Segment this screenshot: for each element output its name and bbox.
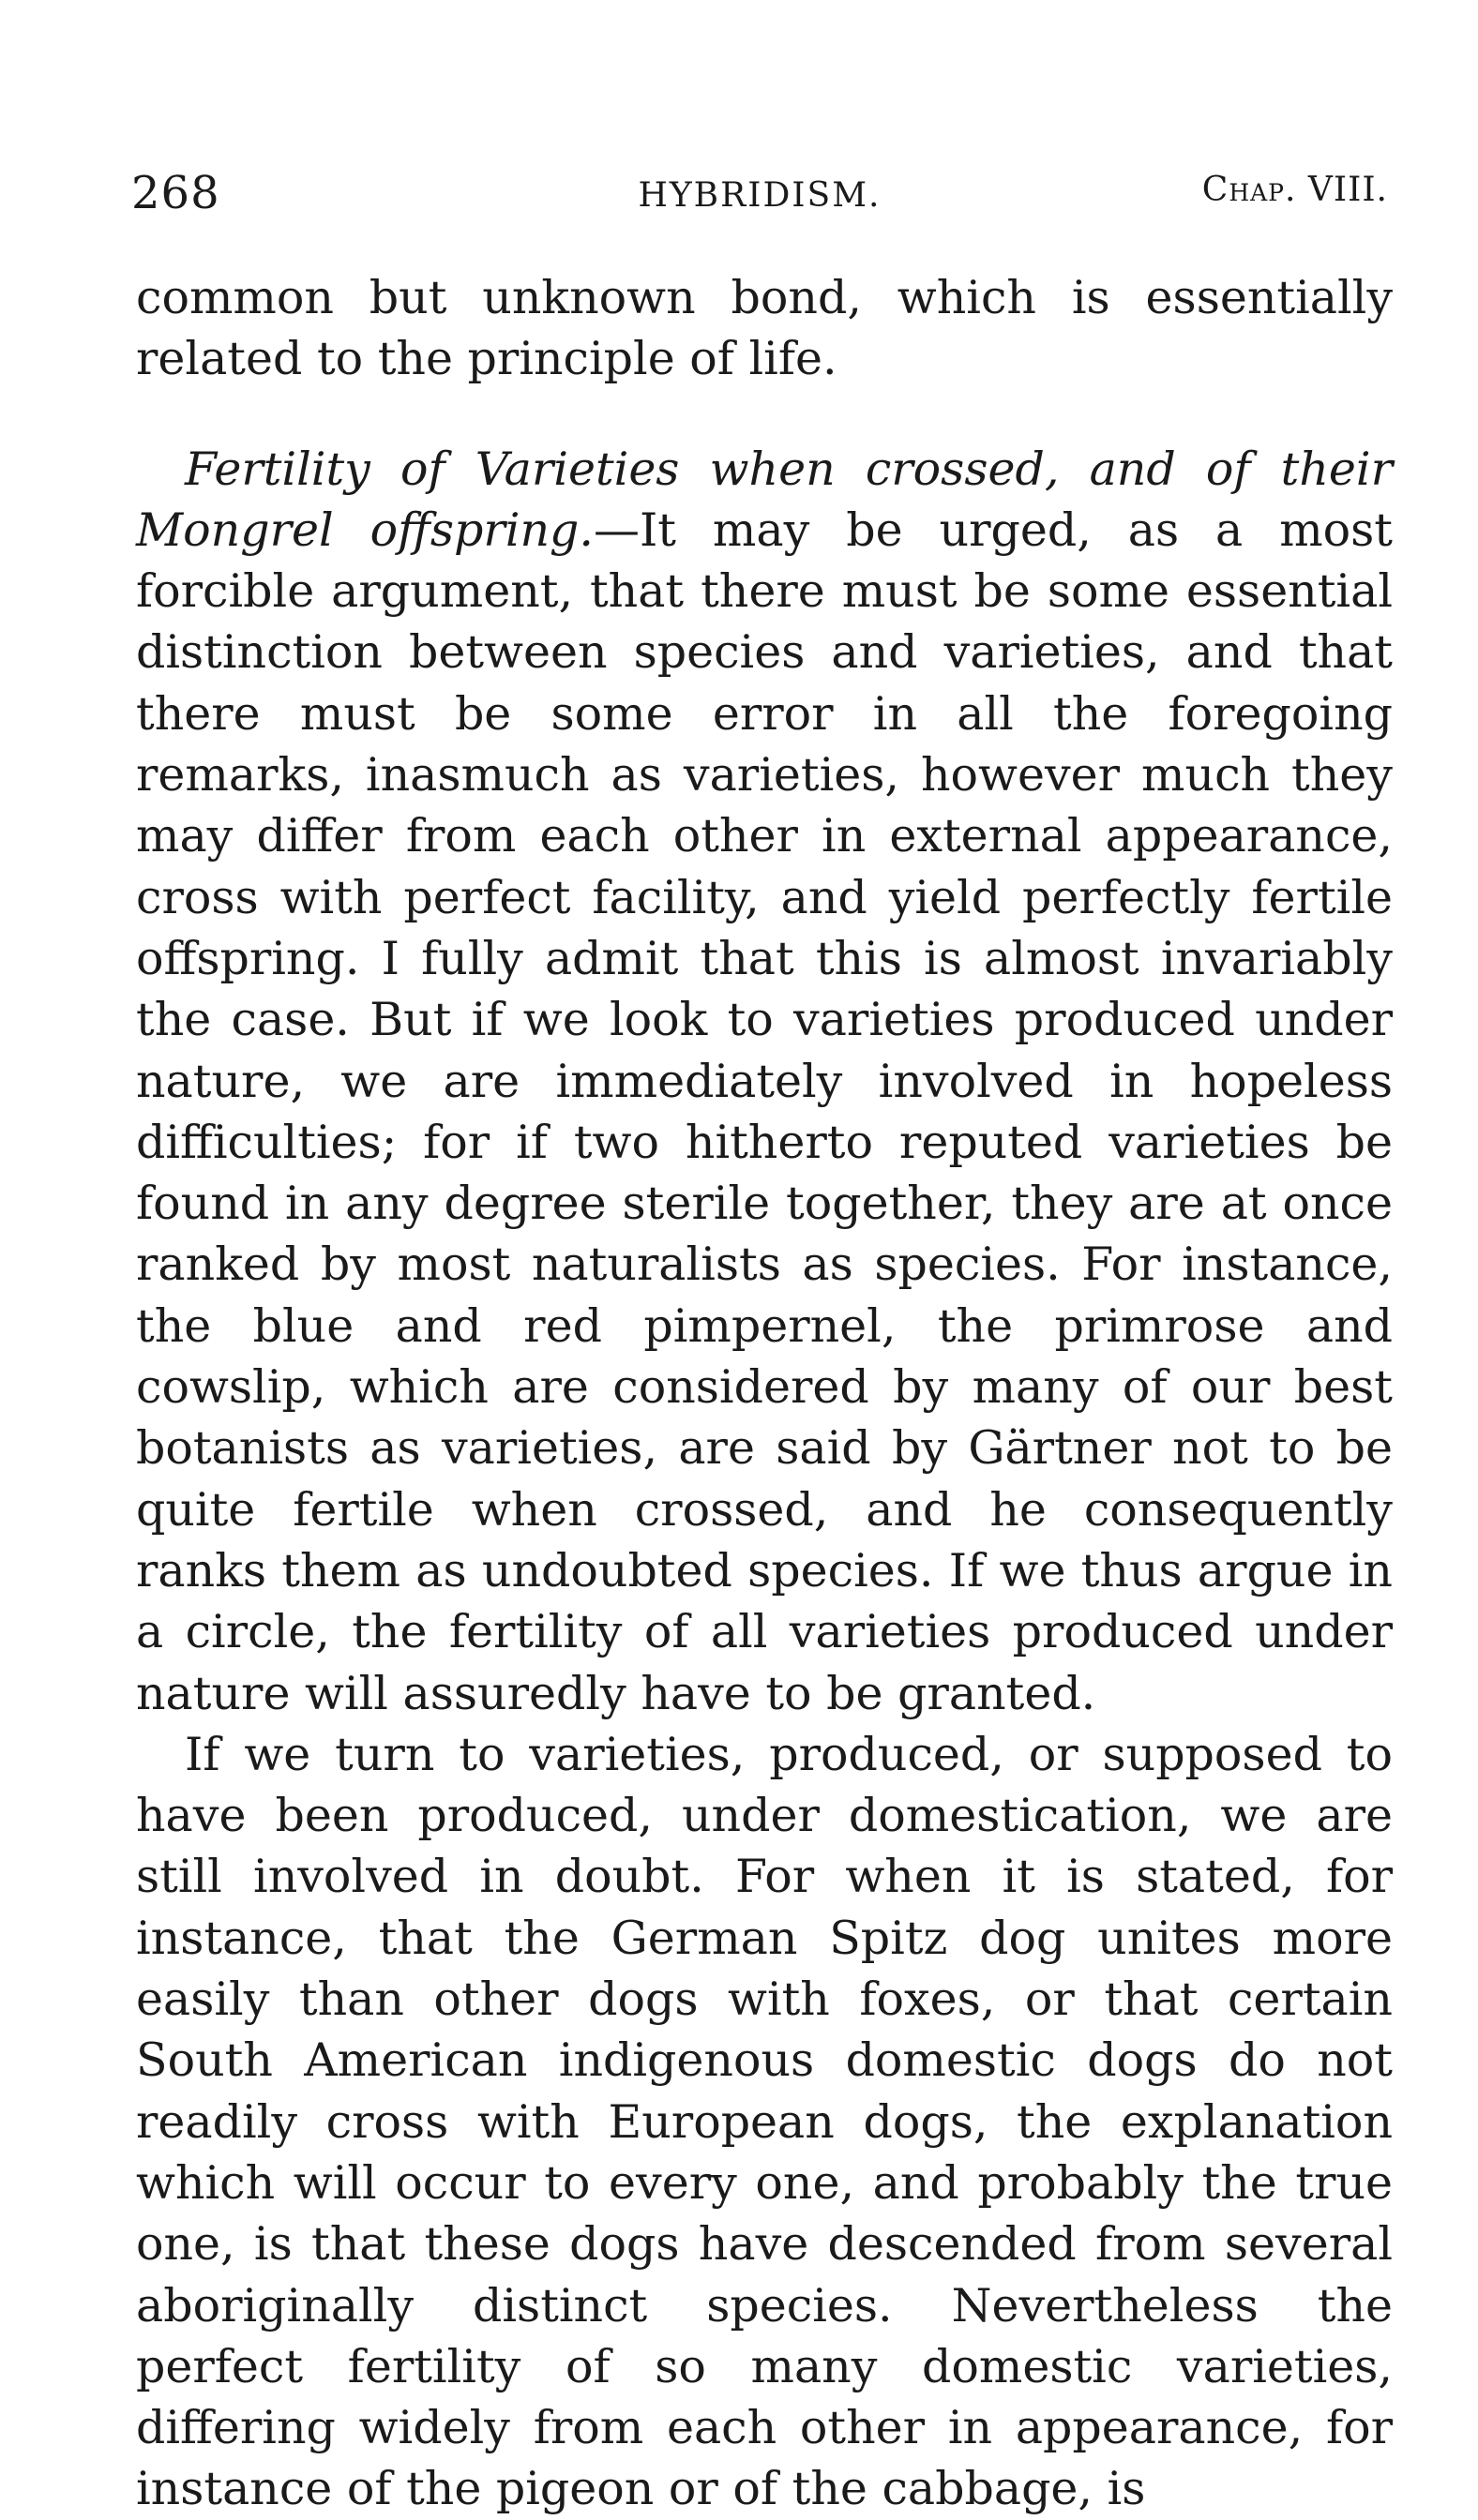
chapter-label: Chap. VIII.: [1201, 171, 1388, 209]
running-title: HYBRIDISM.: [638, 176, 882, 215]
text-body: [136, 267, 1393, 2520]
domestication-paragraph: If we turn to varieties, produced, or supposed to have been produced, under domestication, we are still involved in doubt. For when it is stated, for instance, that the German Spitz dog unites more easily than other dogs with foxes, or that certain South American indigenous domestic dogs do not readily cross with European dogs, the explanation which will occur to every one, and probably the true one, is that these dogs have descended from several aboriginally distinct species. Nevertheless the perfect fertility of so many domestic varieties, differing widely from each other in appearance, for instance of the pigeon or of the cabbage, is: [136, 1727, 1393, 2516]
fertility-paragraph: [136, 439, 1393, 1724]
section-title: Fertility of Varieties when crossed, and of their Mongrel offspring.: [136, 442, 1393, 557]
continued-paragraph: common but unknown bond, which is essentially related to the principle of life.: [136, 271, 1393, 386]
running-head: [131, 167, 1388, 223]
fertility-paragraph-text: —It may be urged, as a most forcible argument, that there must be some essential distinction between species and varieties, and that there must be some error in all the foregoing remarks, inasmuch as varieties, however much they may differ from each other in external appearance, cross with perfect facility, and yield perfectly fertile offspring. I fully admit that this is almost invariably the case. But if we look to varieties produced under nature, we are immediately involved in hopeless difficulties; for if two hitherto reputed varieties be found in any degree sterile together, they are at once ranked by most naturalists as species. For instance, the blue and red pimpernel, the primrose and cowslip, which are considered by many of our best botanists as varieties, are said by Gärtner not to be quite fertile when crossed, and he consequently ranks them as undoubted species. If we thus argue in a circle, the fertility of all varieties produced under nature will assuredly have to be granted.: [136, 502, 1393, 1720]
page-number: 268: [131, 167, 220, 219]
